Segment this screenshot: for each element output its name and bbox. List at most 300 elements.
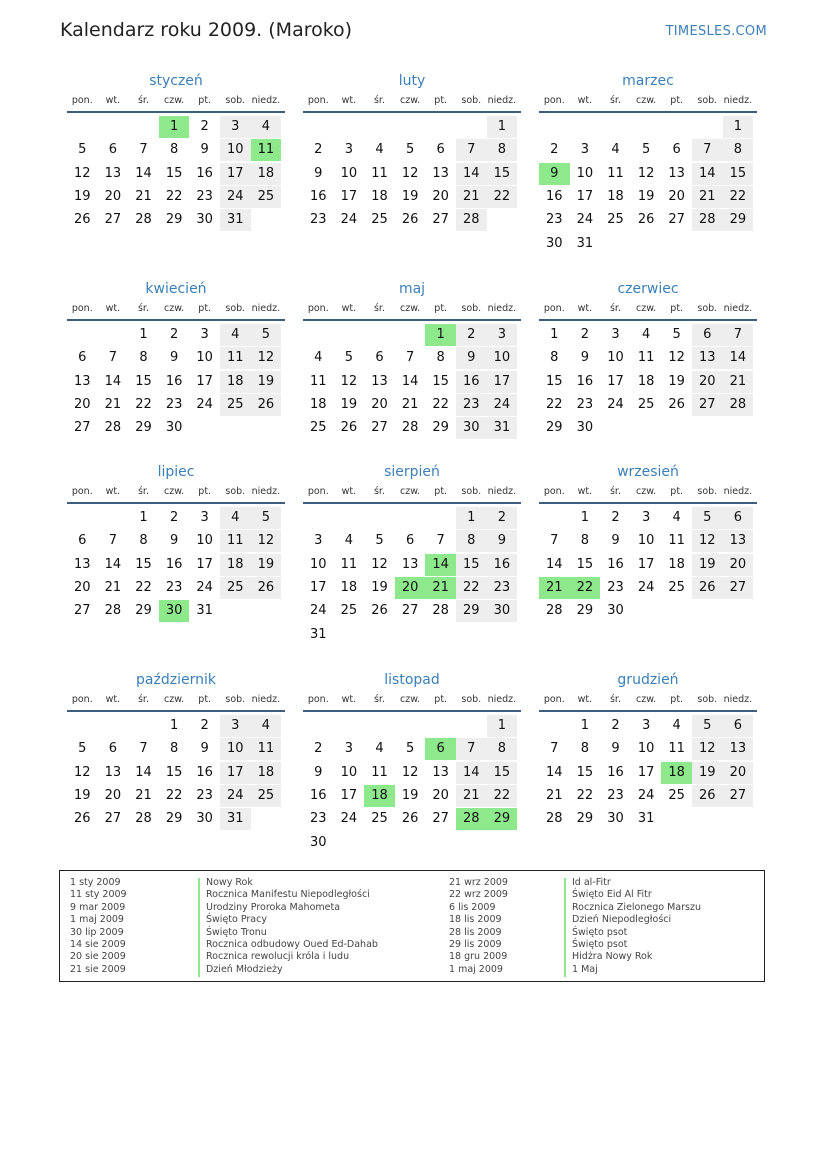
day-cell: 7 bbox=[723, 324, 754, 346]
day-cell: 6 bbox=[436, 142, 445, 158]
day-cell: 21 bbox=[546, 787, 563, 803]
weekday-header bbox=[539, 486, 757, 500]
day-cell: 14 bbox=[135, 764, 152, 780]
header-rule bbox=[303, 710, 521, 712]
day-cell: 12 bbox=[637, 165, 655, 181]
legend-date: 21 sie 2009 bbox=[70, 963, 126, 975]
weekday-header bbox=[303, 95, 521, 109]
day-cell: 18 bbox=[220, 554, 251, 576]
weekday-label: śr. bbox=[137, 303, 149, 314]
day-cell: 17 bbox=[637, 556, 655, 572]
day-cell: 6 bbox=[405, 533, 415, 549]
weekday-label: pon. bbox=[71, 694, 93, 705]
day-cell: 13 bbox=[74, 373, 91, 389]
day-cell: 18 bbox=[310, 396, 327, 412]
day-cell: 29 bbox=[546, 420, 563, 436]
legend-holiday-name: Nowy Rok bbox=[206, 877, 253, 888]
day-cell: 24 bbox=[607, 396, 624, 412]
day-cell: 10 bbox=[310, 556, 327, 572]
day-cell: 4 bbox=[220, 324, 251, 346]
day-cell: 30 bbox=[576, 420, 594, 436]
brand-logo[interactable]: TIMESLES.COM bbox=[665, 24, 767, 39]
weekday-label: czw. bbox=[636, 694, 657, 705]
day-cell: 15 bbox=[135, 556, 152, 572]
day-cell: 11 bbox=[340, 556, 358, 572]
weekday-label: pon. bbox=[543, 694, 565, 705]
weekday-label: pt. bbox=[198, 95, 212, 106]
day-cell: 14 bbox=[456, 163, 487, 185]
day-cell: 13 bbox=[432, 165, 449, 181]
legend-left-dates bbox=[70, 877, 190, 976]
weekday-label: pt. bbox=[670, 303, 684, 314]
day-cell: 23 bbox=[165, 579, 183, 595]
day-cell: 7 bbox=[692, 139, 723, 161]
holiday-day-cell: 21 bbox=[425, 577, 456, 599]
day-cell: 27 bbox=[432, 811, 449, 827]
day-cell: 12 bbox=[251, 530, 282, 552]
day-cell: 22 bbox=[432, 396, 449, 412]
day-cell: 4 bbox=[611, 142, 620, 158]
day-cell: 29 bbox=[723, 209, 754, 231]
legend-holiday-name: Święto Tronu bbox=[206, 926, 267, 938]
day-cell: 9 bbox=[611, 741, 620, 757]
day-cell: 9 bbox=[200, 142, 209, 158]
day-cell: 14 bbox=[546, 764, 563, 780]
weekday-label: pt. bbox=[198, 694, 212, 705]
day-cell: 22 bbox=[723, 186, 754, 208]
day-cell: 25 bbox=[310, 420, 327, 436]
month-name: lipiec bbox=[157, 464, 195, 480]
day-cell: 5 bbox=[251, 324, 282, 346]
weekday-label: śr. bbox=[609, 95, 621, 106]
day-cell: 8 bbox=[580, 533, 590, 549]
day-cell: 3 bbox=[344, 741, 354, 757]
day-cell: 20 bbox=[74, 579, 91, 595]
day-cell: 22 bbox=[165, 787, 183, 803]
day-cell: 7 bbox=[456, 139, 487, 161]
header-rule bbox=[303, 319, 521, 321]
day-cell: 2 bbox=[456, 324, 487, 346]
day-cell: 28 bbox=[135, 811, 152, 827]
day-cell: 7 bbox=[550, 741, 559, 757]
day-cell: 5 bbox=[78, 142, 87, 158]
day-cell: 24 bbox=[637, 579, 655, 595]
weekday-label: śr. bbox=[373, 95, 385, 106]
day-cell: 16 bbox=[607, 764, 624, 780]
day-cell: 9 bbox=[611, 533, 620, 549]
weekday-label: pon. bbox=[543, 303, 565, 314]
day-cell: 5 bbox=[405, 741, 415, 757]
day-cell: 21 bbox=[135, 188, 152, 204]
day-cell: 8 bbox=[169, 142, 179, 158]
header-rule bbox=[67, 111, 285, 113]
day-cell: 30 bbox=[310, 834, 327, 850]
day-cell: 12 bbox=[401, 165, 419, 181]
weekday-label: sob. bbox=[461, 95, 482, 106]
day-cell: 18 bbox=[668, 556, 685, 572]
day-cell: 2 bbox=[200, 119, 209, 134]
legend-holiday-name: 1 Maj bbox=[572, 963, 598, 975]
month-name: kwiecień bbox=[145, 281, 207, 297]
day-cell: 30 bbox=[487, 600, 518, 622]
month-name: listopad bbox=[384, 672, 440, 688]
day-cell: 2 bbox=[200, 718, 209, 733]
day-cell: 27 bbox=[723, 785, 754, 807]
weekday-label: pon. bbox=[543, 486, 565, 497]
day-cell: 7 bbox=[405, 350, 415, 366]
day-cell: 9 bbox=[169, 350, 179, 366]
day-cell: 13 bbox=[401, 556, 419, 572]
day-cell: 3 bbox=[314, 533, 323, 549]
day-cell: 27 bbox=[692, 394, 723, 416]
legend-holiday-name: Hidżra Nowy Rok bbox=[572, 951, 653, 963]
day-cell: 10 bbox=[487, 347, 518, 369]
day-cell: 28 bbox=[456, 209, 487, 231]
day-cell: 6 bbox=[108, 142, 118, 158]
day-cell: 16 bbox=[487, 554, 518, 576]
header-rule bbox=[539, 502, 757, 504]
day-cell: 17 bbox=[340, 787, 358, 803]
day-cell: 22 bbox=[135, 396, 152, 412]
weekday-label: czw. bbox=[636, 95, 657, 106]
day-cell: 10 bbox=[220, 738, 251, 760]
month-name: styczeń bbox=[149, 73, 203, 89]
weekday-label: pon. bbox=[71, 303, 93, 314]
legend-holiday-name: Święto Eid Al Fitr bbox=[572, 889, 652, 901]
weekday-label: pt. bbox=[434, 694, 448, 705]
day-cell: 14 bbox=[723, 347, 754, 369]
day-cell: 17 bbox=[196, 373, 213, 389]
day-cell: 9 bbox=[200, 741, 209, 757]
holiday-day-cell: 11 bbox=[251, 139, 282, 161]
day-cell: 16 bbox=[310, 787, 327, 803]
day-cell: 1 bbox=[487, 116, 518, 138]
weekday-label: pt. bbox=[434, 486, 448, 497]
day-cell: 23 bbox=[546, 212, 563, 228]
day-cell: 7 bbox=[436, 533, 445, 549]
day-cell: 7 bbox=[456, 738, 487, 760]
day-cell: 23 bbox=[165, 396, 183, 412]
day-cell: 12 bbox=[74, 764, 91, 780]
weekday-label: niedz. bbox=[251, 95, 281, 106]
day-cell: 8 bbox=[487, 139, 518, 161]
day-cell: 2 bbox=[580, 327, 590, 342]
legend-holiday-name: Rocznica odbudowy Oued Ed-Dahab bbox=[206, 938, 378, 950]
day-cell: 20 bbox=[371, 396, 388, 412]
weekday-label: pon. bbox=[71, 95, 93, 106]
day-cell: 19 bbox=[340, 396, 358, 412]
day-cell: 5 bbox=[692, 715, 723, 737]
day-cell: 20 bbox=[432, 787, 449, 803]
day-cell: 5 bbox=[672, 327, 681, 342]
weekday-label: sob. bbox=[225, 694, 246, 705]
day-cell: 30 bbox=[607, 603, 624, 619]
day-cell: 10 bbox=[340, 764, 358, 780]
day-cell: 30 bbox=[196, 212, 213, 228]
day-cell: 3 bbox=[641, 510, 651, 525]
legend-date: 9 mar 2009 bbox=[70, 901, 126, 913]
weekday-label: pon. bbox=[307, 694, 329, 705]
day-cell: 12 bbox=[74, 165, 91, 181]
day-cell: 7 bbox=[550, 533, 559, 549]
day-cell: 18 bbox=[251, 762, 282, 784]
weekday-label: sob. bbox=[225, 95, 246, 106]
legend-date: 14 sie 2009 bbox=[70, 938, 126, 950]
day-cell: 7 bbox=[108, 350, 118, 366]
day-cell: 31 bbox=[576, 235, 594, 251]
holiday-day-cell: 29 bbox=[487, 808, 518, 830]
day-cell: 1 bbox=[487, 715, 518, 737]
weekday-label: sob. bbox=[225, 486, 246, 497]
day-cell: 28 bbox=[546, 603, 563, 619]
day-cell: 30 bbox=[607, 811, 624, 827]
weekday-label: wt. bbox=[341, 694, 357, 705]
day-cell: 18 bbox=[251, 163, 282, 185]
day-cell: 5 bbox=[251, 507, 282, 529]
weekday-label: niedz. bbox=[251, 303, 281, 314]
day-cell: 19 bbox=[251, 554, 282, 576]
day-cell: 21 bbox=[104, 579, 122, 595]
day-cell: 13 bbox=[432, 764, 449, 780]
weekday-header bbox=[67, 486, 285, 500]
day-cell: 18 bbox=[340, 579, 358, 595]
page-title: Kalendarz roku 2009. (Maroko) bbox=[60, 19, 353, 41]
day-cell: 27 bbox=[74, 603, 91, 619]
day-cell: 27 bbox=[723, 577, 754, 599]
day-cell: 13 bbox=[723, 530, 754, 552]
weekday-label: śr. bbox=[373, 303, 385, 314]
weekday-header bbox=[67, 303, 285, 317]
day-cell: 23 bbox=[487, 577, 518, 599]
day-cell: 22 bbox=[487, 785, 518, 807]
legend-date: 22 wrz 2009 bbox=[449, 889, 508, 901]
legend-holiday-name: Rocznica rewolucji króla i ludu bbox=[206, 951, 350, 963]
holiday-day-cell: 21 bbox=[539, 577, 570, 599]
weekday-label: śr. bbox=[137, 486, 149, 497]
day-cell: 15 bbox=[432, 373, 449, 389]
weekday-header bbox=[67, 694, 285, 708]
weekday-label: sob. bbox=[461, 694, 482, 705]
day-cell: 10 bbox=[637, 741, 655, 757]
day-cell: 14 bbox=[104, 556, 122, 572]
day-cell: 20 bbox=[723, 762, 754, 784]
weekday-header bbox=[539, 95, 757, 109]
legend-date: 1 maj 2009 bbox=[449, 963, 503, 975]
day-cell: 31 bbox=[220, 209, 251, 231]
day-cell: 5 bbox=[344, 350, 354, 366]
day-cell: 23 bbox=[310, 811, 327, 827]
day-cell: 9 bbox=[487, 530, 518, 552]
day-cell: 17 bbox=[637, 764, 655, 780]
day-cell: 20 bbox=[74, 396, 91, 412]
weekday-label: czw. bbox=[164, 486, 185, 497]
legend-right-dates bbox=[449, 877, 569, 976]
day-cell: 25 bbox=[220, 394, 251, 416]
weekday-label: wt. bbox=[105, 486, 121, 497]
legend-holiday-name: Urodziny Proroka Mahometa bbox=[206, 901, 341, 913]
legend-holiday-name: Święto psot bbox=[572, 926, 628, 938]
day-cell: 24 bbox=[576, 212, 594, 228]
day-cell: 3 bbox=[487, 324, 518, 346]
day-cell: 29 bbox=[432, 420, 449, 436]
legend-date: 21 wrz 2009 bbox=[449, 877, 508, 888]
day-cell: 13 bbox=[104, 764, 122, 780]
day-cell: 16 bbox=[576, 373, 594, 389]
weekday-label: niedz. bbox=[723, 303, 753, 314]
legend-date: 1 maj 2009 bbox=[70, 914, 124, 926]
day-cell: 5 bbox=[692, 507, 723, 529]
day-cell: 22 bbox=[576, 787, 594, 803]
day-cell: 3 bbox=[344, 142, 354, 158]
weekday-label: niedz. bbox=[487, 95, 517, 106]
day-cell: 19 bbox=[74, 188, 91, 204]
day-cell: 15 bbox=[576, 556, 594, 572]
day-cell: 24 bbox=[220, 785, 251, 807]
day-cell: 3 bbox=[200, 327, 209, 342]
month-name: październik bbox=[136, 672, 216, 688]
month-name: marzec bbox=[622, 73, 674, 89]
day-cell: 2 bbox=[314, 741, 323, 757]
holiday-day-cell: 18 bbox=[364, 785, 395, 807]
day-cell: 5 bbox=[405, 142, 415, 158]
day-cell: 28 bbox=[104, 603, 122, 619]
day-cell: 6 bbox=[723, 715, 754, 737]
day-cell: 11 bbox=[668, 533, 685, 549]
day-cell: 31 bbox=[637, 811, 655, 827]
weekday-label: pt. bbox=[670, 486, 684, 497]
day-cell: 20 bbox=[692, 371, 723, 393]
day-cell: 23 bbox=[196, 188, 213, 204]
day-cell: 19 bbox=[692, 554, 723, 576]
day-cell: 11 bbox=[637, 350, 655, 366]
day-cell: 16 bbox=[165, 373, 183, 389]
day-cell: 4 bbox=[672, 718, 681, 733]
day-cell: 10 bbox=[220, 139, 251, 161]
legend-date: 1 sty 2009 bbox=[70, 877, 121, 888]
holiday-day-cell: 30 bbox=[159, 600, 190, 622]
weekday-label: pt. bbox=[434, 303, 448, 314]
month-name: grudzień bbox=[617, 672, 679, 688]
weekday-label: sob. bbox=[697, 694, 718, 705]
day-cell: 16 bbox=[456, 371, 487, 393]
weekday-label: czw. bbox=[400, 694, 421, 705]
month-name: czerwiec bbox=[617, 281, 679, 297]
day-cell: 25 bbox=[371, 212, 388, 228]
day-cell: 3 bbox=[580, 142, 590, 158]
day-cell: 8 bbox=[169, 741, 179, 757]
day-cell: 24 bbox=[340, 811, 358, 827]
day-cell: 30 bbox=[165, 420, 183, 436]
day-cell: 4 bbox=[251, 715, 282, 737]
day-cell: 16 bbox=[607, 556, 624, 572]
day-cell: 1 bbox=[723, 116, 754, 138]
legend-holiday-name: Święto Pracy bbox=[206, 914, 267, 926]
weekday-label: czw. bbox=[400, 95, 421, 106]
day-cell: 5 bbox=[78, 741, 87, 757]
legend-date: 28 lis 2009 bbox=[449, 926, 502, 938]
day-cell: 26 bbox=[401, 811, 419, 827]
day-cell: 2 bbox=[550, 142, 559, 158]
day-cell: 19 bbox=[371, 579, 388, 595]
day-cell: 14 bbox=[401, 373, 419, 389]
day-cell: 20 bbox=[104, 188, 122, 204]
day-cell: 21 bbox=[104, 396, 122, 412]
day-cell: 1 bbox=[139, 510, 148, 525]
header-rule bbox=[539, 710, 757, 712]
holiday-day-cell: 22 bbox=[570, 577, 601, 599]
weekday-label: pon. bbox=[307, 486, 329, 497]
day-cell: 23 bbox=[576, 396, 594, 412]
day-cell: 27 bbox=[668, 212, 685, 228]
weekday-label: śr. bbox=[609, 486, 621, 497]
day-cell: 4 bbox=[375, 741, 384, 757]
day-cell: 8 bbox=[580, 741, 590, 757]
day-cell: 27 bbox=[401, 603, 419, 619]
weekday-label: pt. bbox=[198, 303, 212, 314]
day-cell: 15 bbox=[456, 554, 487, 576]
day-cell: 25 bbox=[220, 577, 251, 599]
day-cell: 29 bbox=[165, 811, 183, 827]
day-cell: 14 bbox=[692, 163, 723, 185]
day-cell: 17 bbox=[196, 556, 213, 572]
day-cell: 27 bbox=[104, 811, 122, 827]
weekday-label: pt. bbox=[670, 694, 684, 705]
day-cell: 21 bbox=[401, 396, 419, 412]
day-cell: 10 bbox=[340, 165, 358, 181]
day-cell: 19 bbox=[401, 188, 419, 204]
day-cell: 29 bbox=[165, 212, 183, 228]
day-cell: 29 bbox=[135, 420, 152, 436]
day-cell: 21 bbox=[692, 186, 723, 208]
holiday-day-cell: 1 bbox=[425, 324, 456, 346]
header-rule bbox=[539, 319, 757, 321]
day-cell: 16 bbox=[165, 556, 183, 572]
weekday-label: niedz. bbox=[487, 486, 517, 497]
day-cell: 2 bbox=[611, 718, 620, 733]
day-cell: 18 bbox=[637, 373, 655, 389]
weekday-label: czw. bbox=[636, 486, 657, 497]
day-cell: 29 bbox=[576, 811, 594, 827]
day-cell: 10 bbox=[196, 350, 213, 366]
day-cell: 13 bbox=[668, 165, 685, 181]
day-cell: 7 bbox=[108, 533, 118, 549]
weekday-label: wt. bbox=[341, 486, 357, 497]
day-cell: 13 bbox=[74, 556, 91, 572]
day-cell: 6 bbox=[672, 142, 681, 158]
day-cell: 4 bbox=[344, 533, 354, 549]
weekday-header bbox=[303, 694, 521, 708]
weekday-label: śr. bbox=[609, 694, 621, 705]
weekday-header bbox=[539, 694, 757, 708]
day-cell: 20 bbox=[668, 188, 685, 204]
day-cell: 19 bbox=[668, 373, 685, 389]
weekday-label: czw. bbox=[400, 303, 421, 314]
weekday-label: śr. bbox=[373, 486, 385, 497]
day-cell: 29 bbox=[456, 600, 487, 622]
day-cell: 28 bbox=[723, 394, 754, 416]
day-cell: 26 bbox=[668, 396, 685, 412]
day-cell: 30 bbox=[196, 811, 213, 827]
day-cell: 3 bbox=[220, 715, 251, 737]
day-cell: 9 bbox=[314, 165, 323, 181]
legend-date: 6 lis 2009 bbox=[449, 901, 496, 913]
day-cell: 6 bbox=[78, 350, 87, 366]
day-cell: 26 bbox=[74, 212, 91, 228]
weekday-label: sob. bbox=[225, 303, 246, 314]
weekday-label: czw. bbox=[164, 694, 185, 705]
weekday-label: śr. bbox=[609, 303, 621, 314]
weekday-label: wt. bbox=[577, 694, 593, 705]
